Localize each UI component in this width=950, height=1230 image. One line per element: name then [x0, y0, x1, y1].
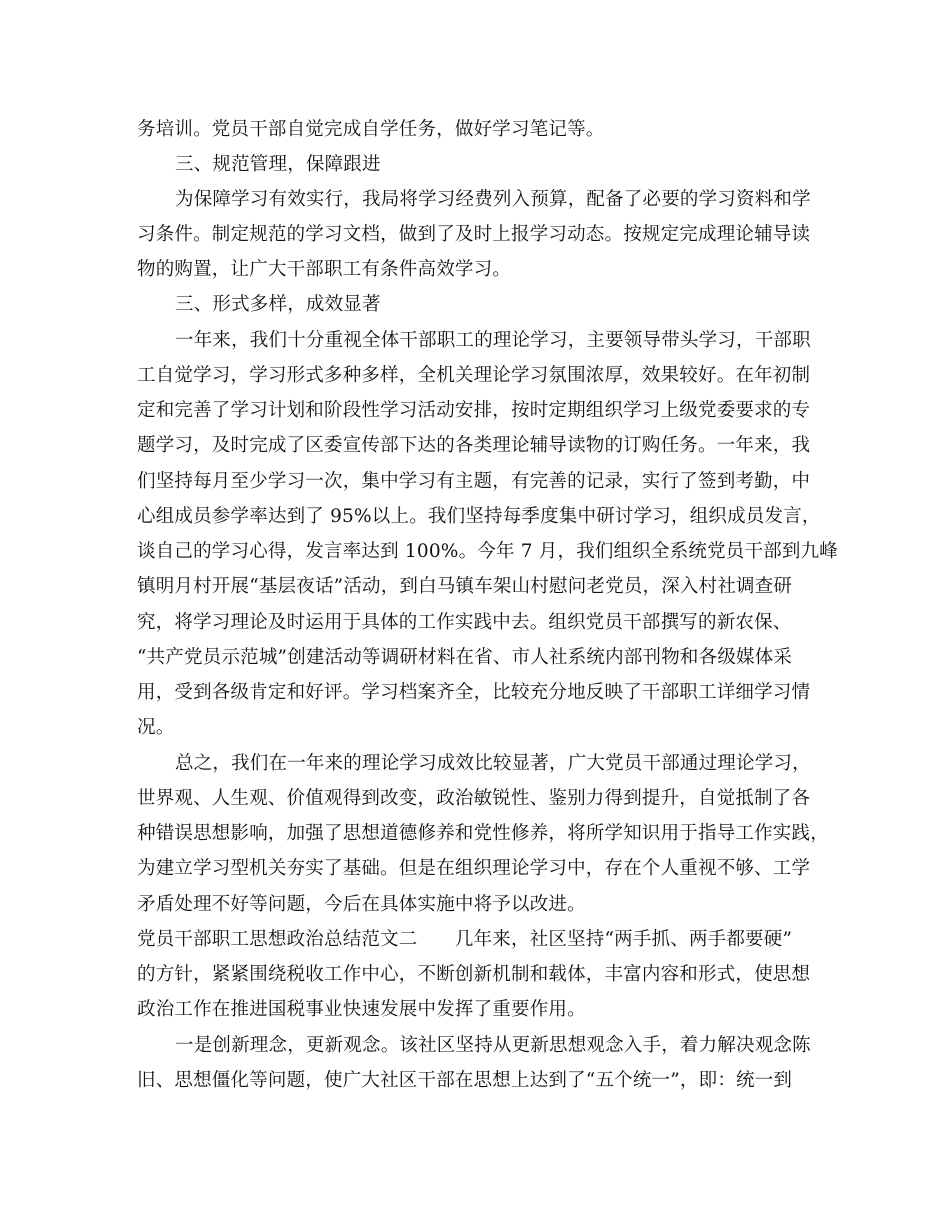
text-line: 一年来，我们十分重视全体干部职工的理论学习，主要领导带头学习，干部职 [175, 330, 811, 351]
text-line: 心组成员参学率达到了 95%以上。我们坚持每季度集中研讨学习，组织成员发言， [137, 506, 821, 527]
text-line: 总之，我们在一年来的理论学习成效比较显著，广大党员干部通过理论学习， [175, 753, 811, 774]
text-line: 的方针，紧紧围绕税收工作中心，不断创新机制和载体，丰富内容和形式，使思想 [137, 964, 811, 985]
text-line: 种错误思想影响，加强了思想道德修养和党性修养，将所学知识用于指导工作实践， [137, 823, 829, 844]
section-heading: 三、规范管理，保障跟进 [175, 154, 381, 175]
text-line: 况。 [137, 717, 175, 738]
text-line: 为保障学习有效实行，我局将学习经费列入预算，配备了必要的学习资料和学 [175, 189, 811, 210]
text-line: 旧、思想僵化等问题，使广大社区干部在思想上达到了“五个统一”，即：统一到 [137, 1070, 793, 1091]
text-line: 究，将学习理论及时运用于具体的工作实践中去。组织党员干部撰写的新农保、 [137, 612, 792, 633]
section-heading: 三、形式多样，成效显著 [175, 294, 381, 315]
text-line: 定和完善了学习计划和阶段性学习活动安排，按时定期组织学习上级党委要求的专 [137, 400, 811, 421]
text-line: 习条件。制定规范的学习文档，做到了及时上报学习动态。按规定完成理论辅导读 [137, 224, 811, 245]
text-line: “共产党员示范城”创建活动等调研材料在省、市人社系统内部刊物和各级媒体采 [137, 647, 793, 668]
text-line: 矛盾处理不好等问题，今后在具体实施中将予以改进。 [137, 894, 586, 915]
text-line: 们坚持每月至少学习一次，集中学习有主题，有完善的记录，实行了签到考勤，中 [137, 471, 811, 492]
text-line: 务培训。党员干部自觉完成自学任务，做好学习笔记等。 [137, 119, 605, 140]
text-line: 世界观、人生观、价值观得到改变，政治敏锐性、鉴别力得到提升，自觉抵制了各 [137, 788, 811, 809]
text-line: 谈自己的学习心得，发言率达到 100%。今年 7 月，我们组织全系统党员干部到九峰 [137, 541, 839, 562]
text-line: 镇明月村开展“基层夜话”活动，到白马镇车架山村慰问老党员，深入村社调查研 [137, 576, 793, 597]
text-line: 物的购置，让广大干部职工有条件高效学习。 [137, 259, 512, 280]
text-line: 用，受到各级肯定和好评。学习档案齐全，比较充分地反映了干部职工详细学习情 [137, 682, 811, 703]
text-line: 党员干部职工思想政治总结范文二 几年来，社区坚持“两手抓、两手都要硬” [137, 929, 793, 950]
text-line: 政治工作在推进国税事业快速发展中发挥了重要作用。 [137, 999, 586, 1020]
text-line: 一是创新理念，更新观念。该社区坚持从更新思想观念入手，着力解决观念陈 [175, 1035, 811, 1056]
text-line: 题学习，及时完成了区委宣传部下达的各类理论辅导读物的订购任务。一年来，我 [137, 435, 811, 456]
text-line: 为建立学习型机关夯实了基础。但是在组织理论学习中，存在个人重视不够、工学 [137, 858, 811, 879]
text-line: 工自觉学习，学习形式多种多样，全机关理论学习氛围浓厚，效果较好。在年初制 [137, 365, 811, 386]
